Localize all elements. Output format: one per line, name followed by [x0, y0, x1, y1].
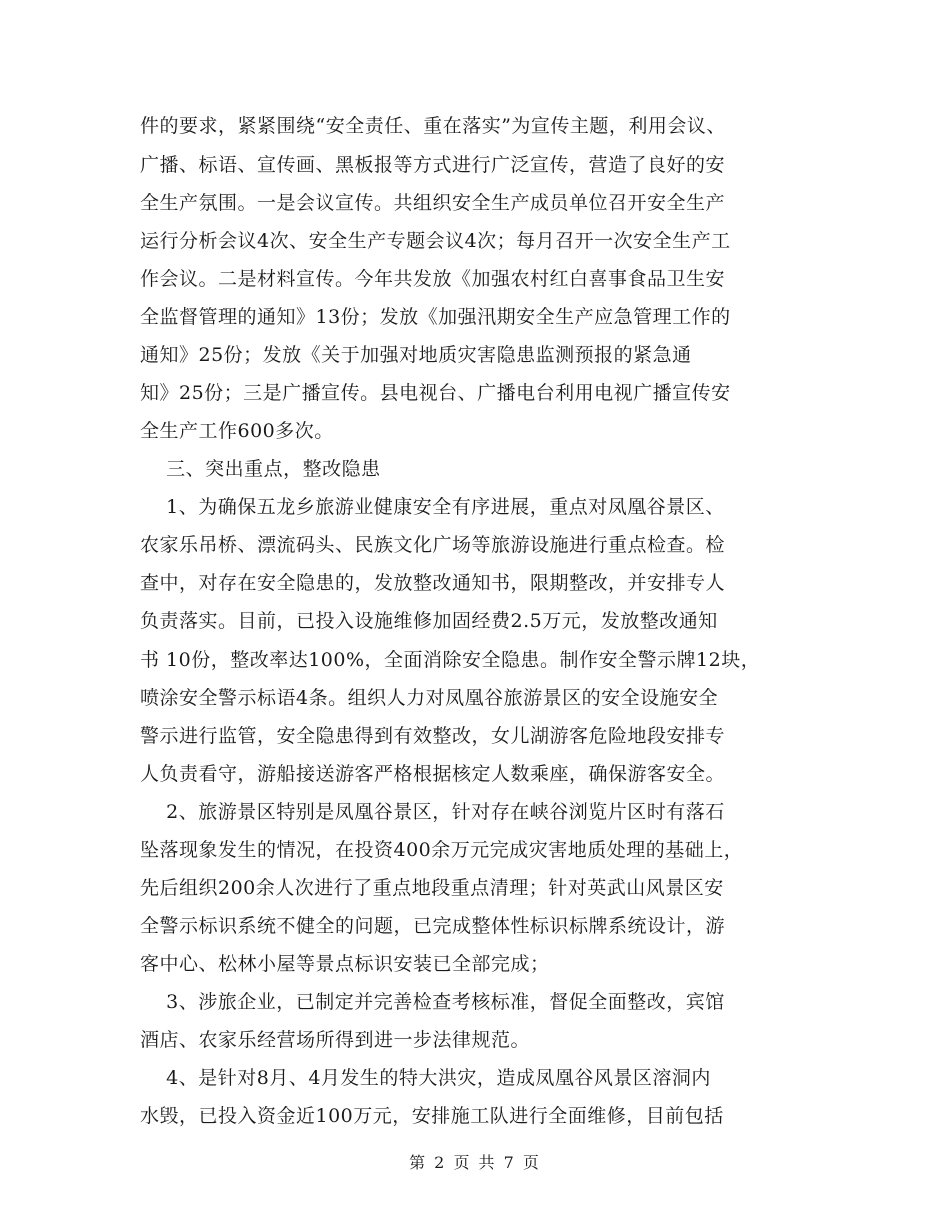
text-line: 通知》25份；发放《关于加强对地质灾害隐患监测预报的紧急通: [140, 344, 692, 366]
text-line: 1、为确保五龙乡旅游业健康安全有序进展，重点对凤凰谷景区、: [140, 496, 725, 518]
text-line: 全生产工作600多次。: [140, 420, 334, 442]
text-line: 知》25份；三是广播宣传。县电视台、广播电台利用电视广播宣传安: [140, 382, 731, 404]
text-line: 件的要求，紧紧围绕“安全责任、重在落实”为宣传主题，利用会议、: [140, 115, 726, 137]
text-line: 3、涉旅企业，已制定并完善检查考核标准，督促全面整改，宾馆: [140, 991, 725, 1013]
text-line: 坠落现象发生的情况，在投资400余万元完成灾害地质处理的基础上，: [140, 839, 744, 861]
section-heading: 三、突出重点，整改隐患: [140, 458, 381, 480]
text-line: 运行分析会议4次、安全生产专题会议4次；每月召开一次安全生产工: [140, 230, 731, 252]
text-line: 客中心、松林小屋等景点标识安装已全部完成；: [140, 953, 550, 975]
text-line: 4、是针对8月、4月发生的特大洪灾，造成凤凰谷风景区溶洞内: [140, 1067, 711, 1089]
text-line: 全监督管理的通知》13份；发放《加强汛期安全生产应急管理工作的: [140, 306, 731, 328]
text-line: 人负责看守，游船接送游客严格根据核定人数乘座，确保游客安全。: [140, 763, 726, 785]
text-line: 负责落实。目前，已投入设施维修加固经费2.5万元，发放整改通知: [140, 610, 718, 632]
text-line: 酒店、农家乐经营场所得到进一步法律规范。: [140, 1029, 531, 1051]
text-line: 查中，对存在安全隐患的，发放整改通知书，限期整改，并安排专人: [140, 572, 726, 594]
text-line: 警示进行监管，安全隐患得到有效整改，女儿湖游客危险地段安排专: [140, 725, 726, 747]
text-line: 农家乐吊桥、漂流码头、民族文化广场等旅游设施进行重点检查。检: [140, 534, 726, 556]
text-line: 2、旅游景区特别是凤凰谷景区，针对存在峡谷浏览片区时有落石: [140, 801, 725, 823]
page-number-footer: 第 2 页 共 7 页: [409, 1153, 541, 1172]
text-line: 水毁，已投入资金近100万元，安排施工队进行全面维修，目前包括: [140, 1105, 724, 1127]
text-line: 先后组织200余人次进行了重点地段重点清理；针对英武山风景区安: [140, 877, 724, 899]
text-line: 书 10份，整改率达100%，全面消除安全隐患。制作安全警示牌12块，: [140, 649, 761, 671]
text-line: 作会议。二是材料宣传。今年共发放《加强农村红白喜事食品卫生安: [140, 268, 726, 290]
text-line: 喷涂安全警示标语4条。组织人力对凤凰谷旅游景区的安全设施安全: [140, 687, 719, 709]
text-line: 全警示标识系统不健全的问题，已完成整体性标识标牌系统设计，游: [140, 915, 726, 937]
text-line: 广播、标语、宣传画、黑板报等方式进行广泛宣传，营造了良好的安: [140, 154, 726, 176]
text-line: 全生产氛围。一是会议宣传。共组织安全生产成员单位召开安全生产: [140, 192, 726, 214]
